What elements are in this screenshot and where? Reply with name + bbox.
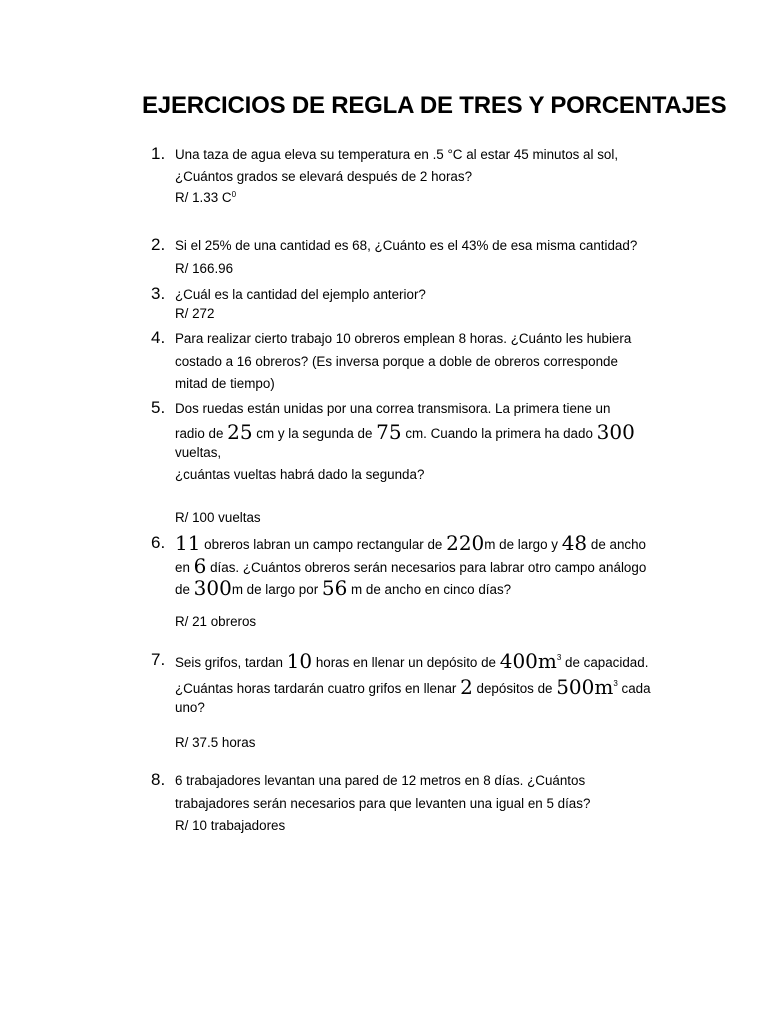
exercise-text: ¿Cuál es la cantidad del ejemplo anterior?	[175, 287, 426, 302]
answer: R/ 100 vueltas	[175, 510, 261, 525]
exercise-number: 7.	[151, 650, 166, 669]
exercise-text: ¿Cuántos grados se elevará después de 2 horas?	[175, 169, 473, 184]
page-title: EJERCICIOS DE REGLA DE TRES Y PORCENTAJES	[142, 92, 727, 119]
exercise-text: mitad de tiempo)	[175, 376, 275, 391]
exercise-text: en 6 días. ¿Cuántos obreros serán necesarios para labrar otro campo análogo	[175, 554, 647, 578]
exercise-number: 6.	[151, 533, 166, 552]
exercise-number: 2.	[151, 235, 166, 254]
exercise-text: uno?	[175, 700, 205, 715]
exercise-text: de 300m de largo por 56 m de ancho en cinco días?	[175, 576, 512, 600]
answer: R/ 21 obreros	[175, 614, 257, 629]
exercise-number: 1.	[151, 144, 166, 163]
exercise-number: 4.	[151, 328, 166, 347]
exercise-text: ¿cuántas vueltas habrá dado la segunda?	[175, 467, 425, 482]
exercise-text: ¿Cuántas horas tardarán cuatro grifos en llenar 2 depósitos de $500m^3$ cada	[175, 675, 651, 699]
answer: R/ 10 trabajadores	[175, 818, 286, 833]
exercise-number: 3.	[151, 284, 166, 303]
exercise-text: 11 obreros labran un campo rectangular de 220m de largo y 48 de ancho	[175, 531, 646, 555]
answer: R/ 272	[175, 306, 215, 321]
exercise-text: Si el 25% de una cantidad es 68, ¿Cuánto es el 43% de esa misma cantidad?	[175, 238, 638, 253]
exercise-text: vueltas,	[175, 445, 222, 460]
exercise-text: 6 trabajadores levantan una pared de 12 metros en 8 días. ¿Cuántos	[175, 773, 586, 788]
exercise-text: radio de 25 cm y la segunda de 75 cm. Cuando la primera ha dado 300	[175, 420, 635, 444]
answer: R/ 1.33 $C^0$	[175, 190, 237, 205]
answer: R/ 37.5 horas	[175, 735, 256, 750]
exercise-text: Una taza de agua eleva su temperatura en .5 °C al estar 45 minutos al sol,	[175, 147, 619, 162]
exercise-number: 8.	[151, 770, 166, 789]
exercise-number: 5.	[151, 398, 166, 417]
exercise-text: Dos ruedas están unidas por una correa transmisora. La primera tiene un	[175, 401, 611, 416]
answer: R/ 166.96	[175, 261, 234, 276]
exercise-text: Seis grifos, tardan 10 horas en llenar un depósito de $400m^3$ de capacidad.	[175, 649, 649, 673]
exercise-text: costado a 16 obreros? (Es inversa porque a doble de obreros corresponde	[175, 354, 618, 369]
exercise-text: Para realizar cierto trabajo 10 obreros emplean 8 horas. ¿Cuánto les hubiera	[175, 331, 632, 346]
exercise-text: trabajadores serán necesarios para que levanten una igual en 5 días?	[175, 796, 591, 811]
